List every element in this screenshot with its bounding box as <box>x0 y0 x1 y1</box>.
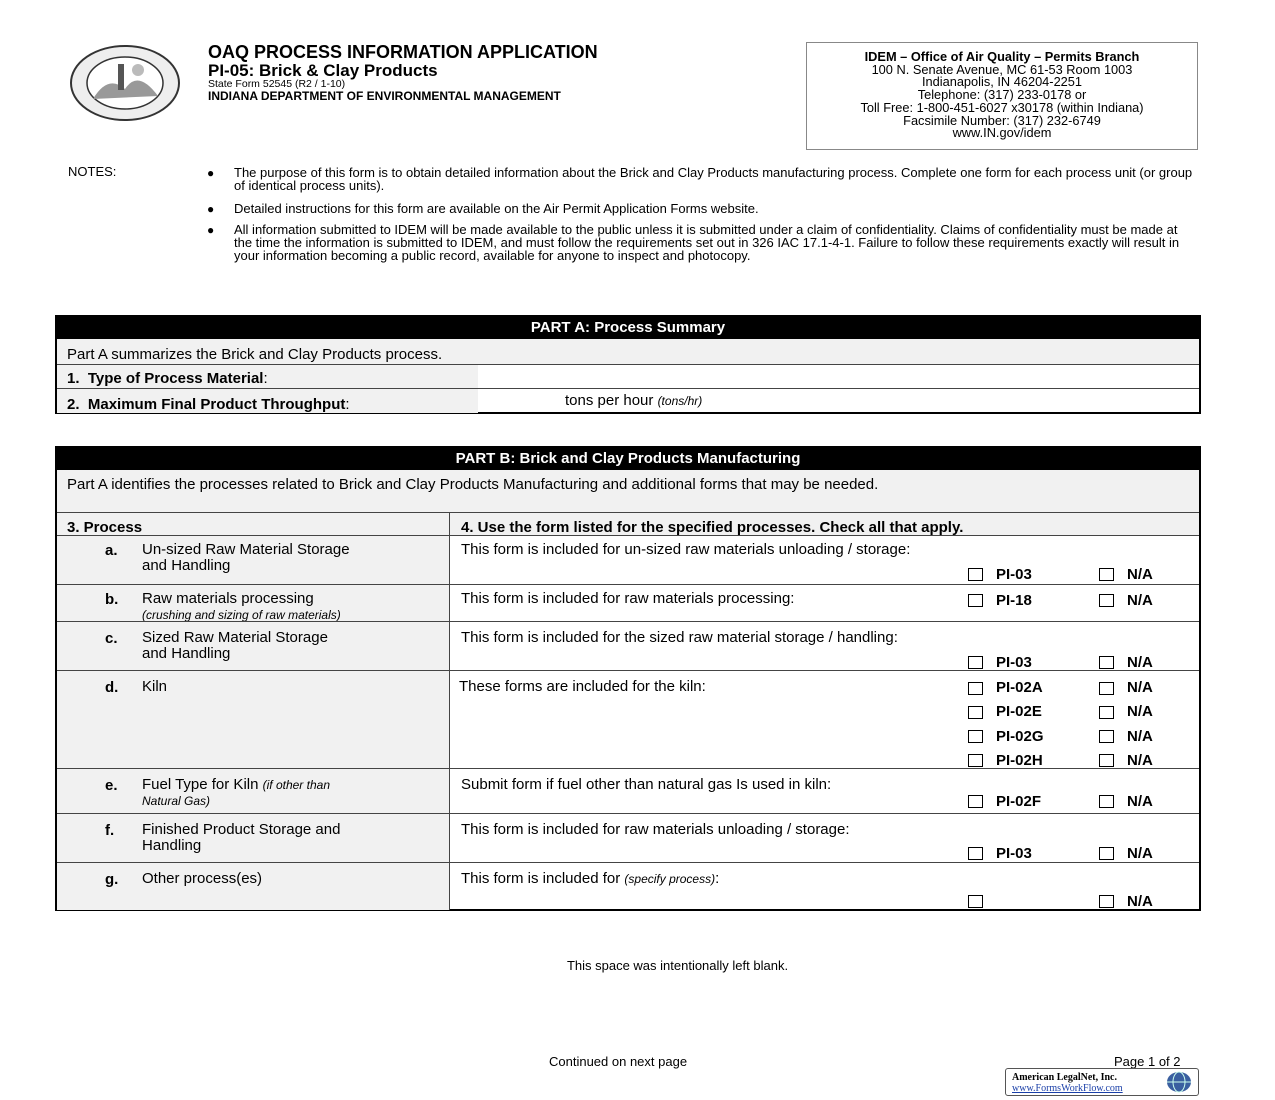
row-letter: e. <box>105 777 118 794</box>
part-b-intro: Part A identifies the processes related to Brick and Clay Products Manufacturing and additional forms that may be needed. <box>67 476 879 493</box>
process-name: Un-sized Raw Material Storage and Handling <box>142 541 350 574</box>
form-label: PI-02F <box>996 793 1042 810</box>
process-name: Finished Product Storage and Handling <box>142 821 341 854</box>
contact-website[interactable]: www.IN.gov/idem <box>952 125 1052 141</box>
page-number: Page 1 of 2 <box>1114 1054 1181 1069</box>
american-legalnet-logo[interactable] <box>1005 1068 1199 1096</box>
row-letter: g. <box>105 871 119 888</box>
bullet-icon: ● <box>207 223 215 237</box>
na-checkbox[interactable] <box>1099 682 1114 695</box>
form-label: PI-03 <box>996 654 1032 671</box>
logo-url[interactable]: www.FormsWorkFlow.com <box>1012 1083 1123 1094</box>
form-label: PI-02A <box>996 679 1043 696</box>
throughput-input[interactable] <box>487 393 557 411</box>
form-label: PI-18 <box>996 592 1032 609</box>
na-checkbox[interactable] <box>1099 594 1114 607</box>
pi-02f-checkbox[interactable] <box>968 795 983 808</box>
process-column-header: 3. Process <box>67 519 143 536</box>
na-label: N/A <box>1127 893 1153 910</box>
na-label: N/A <box>1127 752 1153 769</box>
process-row-g <box>57 862 1199 910</box>
process-row-d <box>57 670 1199 769</box>
na-label: N/A <box>1127 679 1153 696</box>
part-a-intro-row <box>57 339 1199 364</box>
part-a-heading: PART A: Process Summary <box>57 317 1199 339</box>
continued-note: Continued on next page <box>549 1054 688 1069</box>
process-name: Other process(es) <box>142 870 263 887</box>
na-label: N/A <box>1127 793 1153 810</box>
process-row-c <box>57 621 1199 671</box>
q2-label: 2. Maximum Final Product Throughput: <box>67 396 350 413</box>
na-checkbox[interactable] <box>1099 895 1114 908</box>
forms-column-header: 4. Use the form listed for the specified processes. Check all that apply. <box>461 519 964 536</box>
form-instruction: This form is included for raw materials unloading / storage: <box>461 821 850 838</box>
pi-03-checkbox[interactable] <box>968 568 983 581</box>
row-letter: d. <box>105 679 119 696</box>
form-instruction: Submit form if fuel other than natural gas Is used in kiln: <box>461 776 832 793</box>
form-instruction: This form is included for un-sized raw materials unloading / storage: <box>461 541 911 558</box>
process-row-e <box>57 768 1199 814</box>
row-letter: a. <box>105 542 118 559</box>
q1-label: 1. Type of Process Material: <box>67 370 268 387</box>
process-name: Raw materials processing (crushing and sizing of raw materials) <box>142 590 341 622</box>
na-checkbox[interactable] <box>1099 730 1114 743</box>
contact-office: IDEM – Office of Air Quality – Permits Branch <box>864 49 1140 64</box>
state-seal <box>68 44 182 122</box>
process-name: Sized Raw Material Storage and Handling <box>142 629 328 662</box>
form-label: PI-02H <box>996 752 1043 769</box>
na-label: N/A <box>1127 845 1153 862</box>
part-a-section <box>55 315 1201 414</box>
form-label: PI-03 <box>996 845 1032 862</box>
form-label: PI-02E <box>996 703 1042 720</box>
state-form-number: State Form 52545 (R2 / 1-10) <box>208 78 346 90</box>
contact-fax: Facsimile Number: (317) 232-6749 <box>903 112 1101 128</box>
na-checkbox[interactable] <box>1099 706 1114 719</box>
na-checkbox[interactable] <box>1099 568 1114 581</box>
na-checkbox[interactable] <box>1099 656 1114 669</box>
q1-row <box>57 364 1199 389</box>
pi-02g-checkbox[interactable] <box>968 730 983 743</box>
pi-03-checkbox[interactable] <box>968 847 983 860</box>
contact-toll-free: Toll Free: 1-800-451-6027 x30178 (within Indiana) <box>860 99 1144 115</box>
logo-company: American LegalNet, Inc. <box>1012 1072 1117 1083</box>
form-label: PI-03 <box>996 566 1032 583</box>
pi-03-checkbox[interactable] <box>968 656 983 669</box>
process-name: Kiln <box>142 678 168 695</box>
process-name: Fuel Type for Kiln (if other than Natural Gas) <box>142 776 330 808</box>
pi-02e-checkbox[interactable] <box>968 706 983 719</box>
part-b-heading: PART B: Brick and Clay Products Manufacturing <box>57 448 1199 470</box>
na-label: N/A <box>1127 654 1153 671</box>
note-item: All information submitted to IDEM will be made available to the public unless it is submitted under a claim of confidentiality. Claims of confidentiality must be made at the time the information is submitted to IDEM, and must follow the requirements set out in 326 IAC 17.1-4-1. Failure to follow these requirements exactly will result in your information becoming a public record, available for anyone to inspect and photocopy. <box>234 222 1180 263</box>
row-letter: c. <box>105 630 118 647</box>
process-row-f <box>57 813 1199 863</box>
pi-18-checkbox[interactable] <box>968 594 983 607</box>
note-item: The purpose of this form is to obtain detailed information about the Brick and Clay Products manufacturing process. Complete one form for each process unit (or group of identical process units). <box>234 165 1193 193</box>
q2-row <box>57 388 1199 413</box>
notes-label: NOTES: <box>68 164 117 179</box>
process-row-b <box>57 584 1199 622</box>
row-letter: b. <box>105 591 119 608</box>
form-subtitle: PI-05: Brick & Clay Products <box>208 61 438 80</box>
na-checkbox[interactable] <box>1099 754 1114 767</box>
bullet-icon: ● <box>207 166 215 180</box>
na-label: N/A <box>1127 703 1153 720</box>
form-title: OAQ PROCESS INFORMATION APPLICATION <box>208 42 598 62</box>
na-checkbox[interactable] <box>1099 795 1114 808</box>
na-checkbox[interactable] <box>1099 847 1114 860</box>
part-b-column-headers <box>57 512 1199 536</box>
part-b-section <box>55 446 1201 911</box>
contact-address-1: 100 N. Senate Avenue, MC 61-53 Room 1003 <box>871 61 1133 77</box>
form-instruction: This form is included for the sized raw material storage / handling: <box>461 629 898 646</box>
throughput-units: tons per hour (tons/hr) <box>565 392 703 409</box>
part-a-intro: Part A summarizes the Brick and Clay Products process. <box>67 346 443 363</box>
pi-02a-checkbox[interactable] <box>968 682 983 695</box>
globe-icon <box>1164 1071 1194 1093</box>
na-label: N/A <box>1127 728 1153 745</box>
pi-02h-checkbox[interactable] <box>968 754 983 767</box>
department-name: INDIANA DEPARTMENT OF ENVIRONMENTAL MANAGEMENT <box>208 89 561 103</box>
na-label: N/A <box>1127 592 1153 609</box>
form-instruction: This form is included for raw materials processing: <box>461 590 795 607</box>
form-instruction: This form is included for (specify process): <box>461 870 720 887</box>
note-item: Detailed instructions for this form are available on the Air Permit Application Forms website. <box>234 201 759 216</box>
blank-space-note: This space was intentionally left blank. <box>566 958 789 973</box>
form-label: PI-02G <box>996 728 1044 745</box>
form-instruction: These forms are included for the kiln: <box>459 678 706 695</box>
process-row-a <box>57 535 1199 585</box>
part-b-intro-row <box>57 470 1199 512</box>
other-process-checkbox[interactable] <box>968 895 983 908</box>
contact-address-2: Indianapolis, IN 46204-2251 <box>921 74 1083 90</box>
contact-telephone: Telephone: (317) 233-0178 or <box>917 87 1087 103</box>
na-label: N/A <box>1127 566 1153 583</box>
row-letter: f. <box>105 822 115 839</box>
contact-box <box>806 42 1198 150</box>
bullet-icon: ● <box>207 202 215 216</box>
